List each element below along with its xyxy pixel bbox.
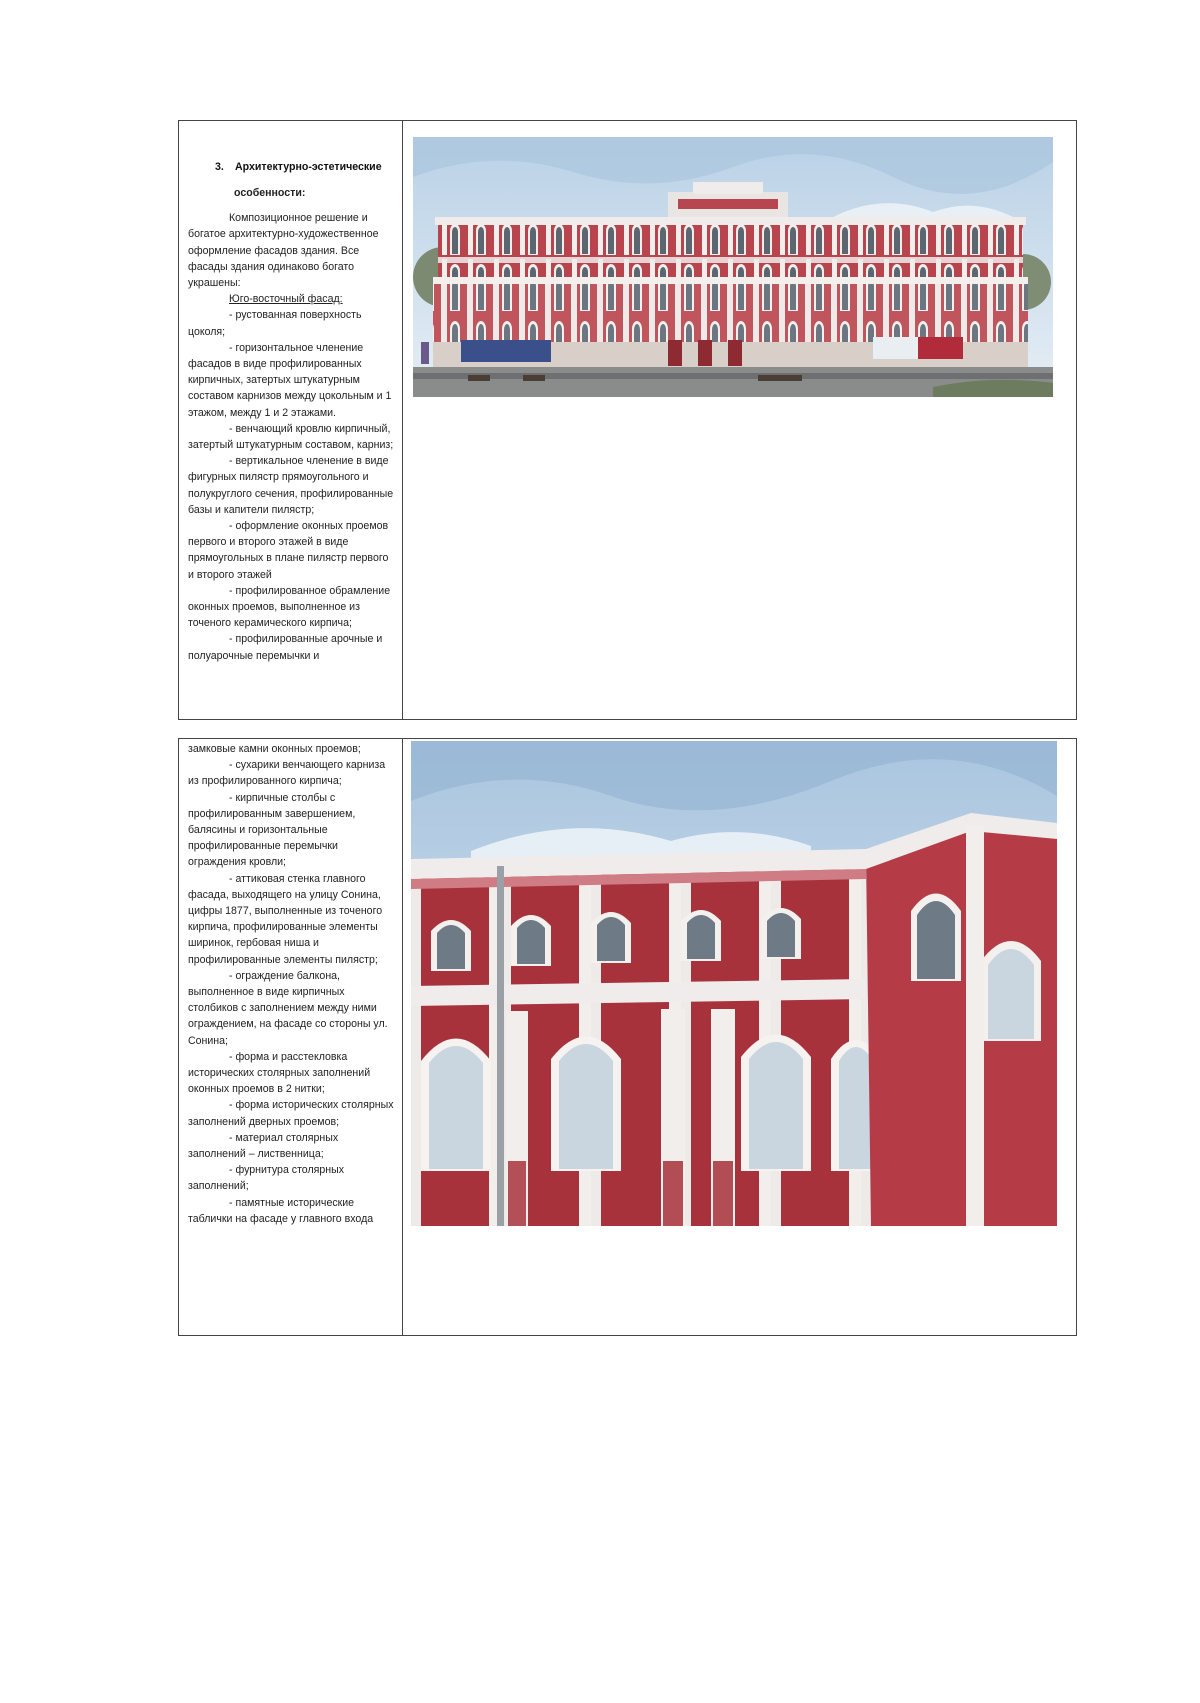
drainpipe (497, 866, 504, 1226)
paragraph: - кирпичные столбы с профилированным завершением, балясины и горизонтальные профилированные перемычки ограждения кровли; (188, 791, 356, 869)
entrance-doors (668, 340, 742, 366)
section-title-line2: особенности: (234, 187, 306, 199)
paragraph: - ограждение балкона, выполненное в виде кирпичных столбиков с заполнением между ними ограждением, на фасаде со стороны ул. Сонина; (188, 969, 388, 1047)
paragraph: замковые камни оконных проемов; (188, 743, 361, 755)
paragraph: - профилированные арочные и полуарочные перемычки и (188, 633, 383, 662)
document-table-1 (178, 120, 1077, 720)
paragraph: - рустованная поверхность цоколя; (188, 309, 362, 338)
text-cell-2 (179, 739, 403, 1335)
paragraph: - материал столярных заполнений – лиственница; (188, 1131, 339, 1161)
paragraph: - фурнитура столярных заполнений; (188, 1164, 345, 1193)
paragraph: - форма исторических столярных заполнений дверных проемов; (188, 1099, 394, 1128)
paragraph: Композиционное решение и богатое архитектурно-художественное оформление фасадов здания. Все фасады здания одинаково богато украшены: (188, 212, 379, 290)
facade-detail-photo (411, 741, 1057, 1226)
paragraph: - профилированное обрамление оконных проемов, выполненное из точеного керамического кирпича; (188, 584, 391, 630)
building-facade-photo (413, 137, 1053, 397)
paragraph: - сухарики венчающего карниза из профилированного кирпича; (188, 759, 386, 788)
paragraph: - аттиковая стенка главного фасада, выходящего на улицу Сонина, цифры 1877, выполненные из точеного кирпича, профилированные элементы ширинок, гербовая ниша и профилированные элементы пилястр; (188, 872, 383, 966)
text-cell-1 (179, 121, 403, 719)
section-number: 3. (215, 161, 224, 173)
paragraph: - горизонтальное членение фасадов в виде профилированных кирпичных, затертых штукатурным составом карнизов между цокольным и 1 этажом, между 1 и 2 этажами. (188, 341, 392, 419)
paragraph: - памятные исторические таблички на фасаде у главного входа (188, 1196, 374, 1225)
paragraph: - оформление оконных проемов первого и второго этажей в виде прямоугольных в плане пилястр первого и второго этажей (188, 520, 389, 581)
image-cell-2 (403, 739, 1076, 1335)
document-table-2 (178, 738, 1077, 1336)
paragraph: - вертикальное членение в виде фигурных пилястр прямоугольного и полукруглого сечения, профилированные базы и капители пилястр; (188, 455, 394, 516)
image-cell-1 (403, 121, 1076, 719)
paragraph: - форма и расстекловка исторических столярных заполнений оконных проемов в 2 нитки; (188, 1050, 371, 1096)
paragraph: - венчающий кровлю кирпичный, затертый штукатурным составом, карниз; (188, 422, 394, 452)
facade-subheading: Юго-восточный фасад: (229, 293, 343, 306)
section-title-line1: Архитектурно-эстетические (235, 161, 382, 173)
section-heading (188, 159, 394, 175)
